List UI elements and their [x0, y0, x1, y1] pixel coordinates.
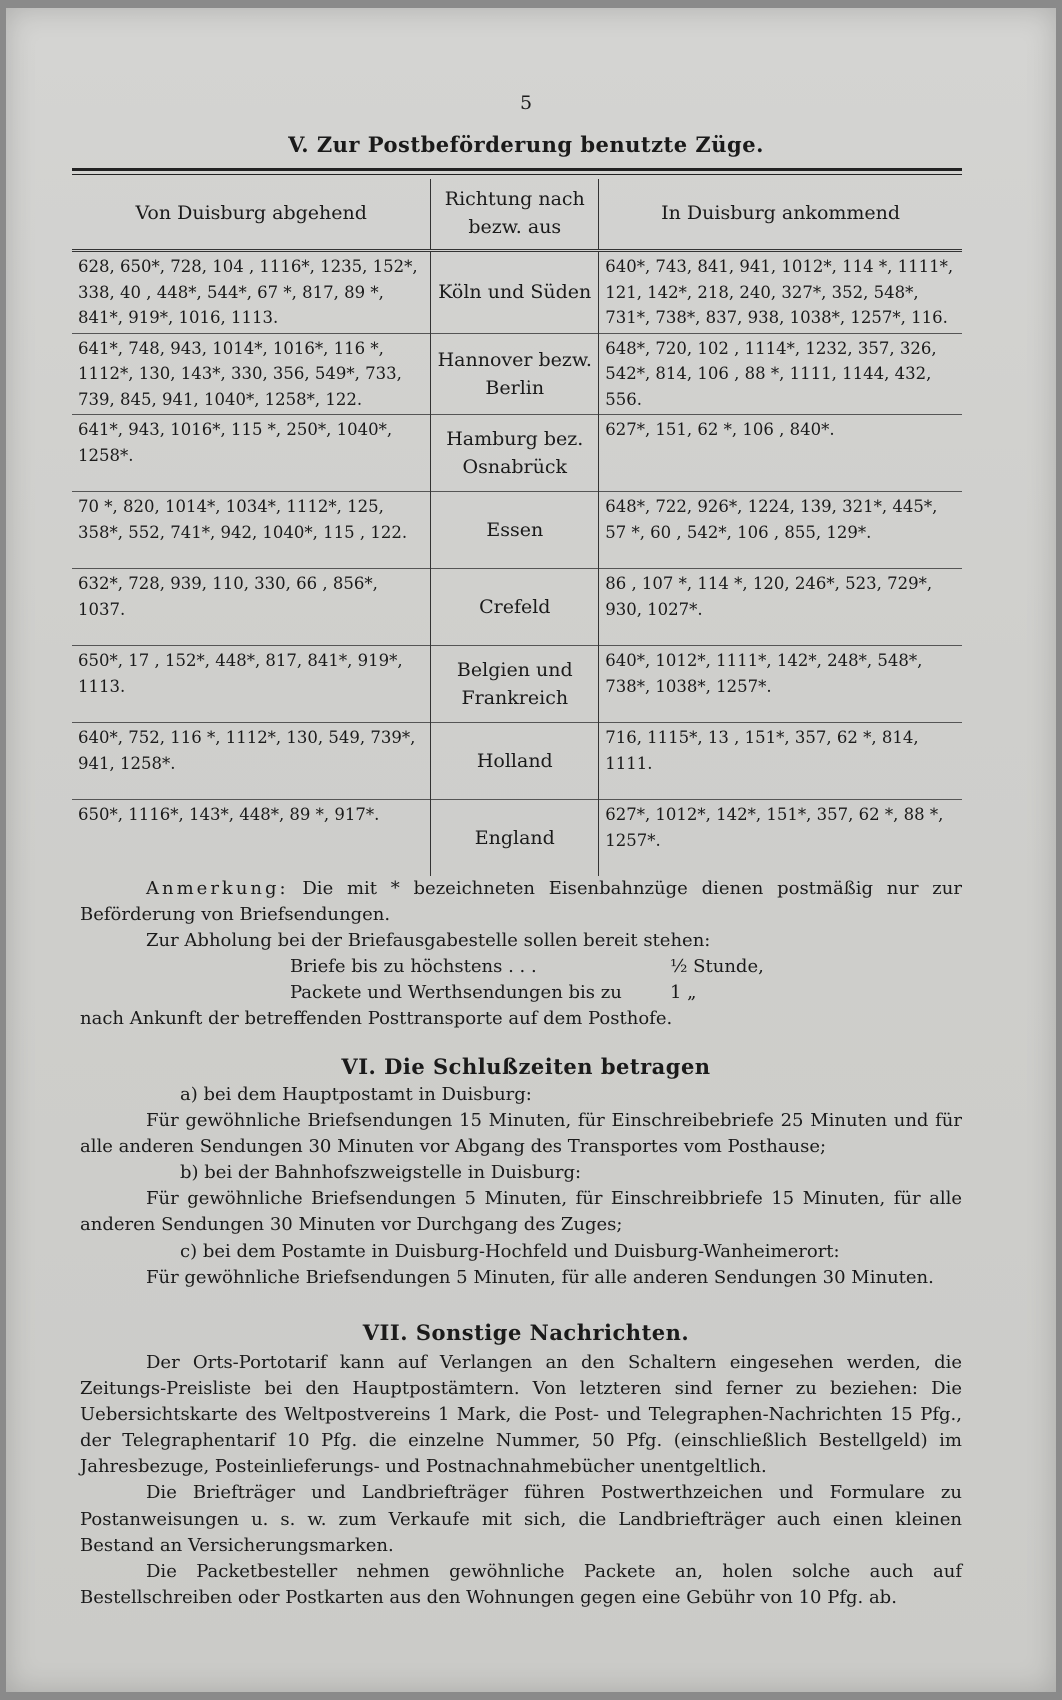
- list-item: [290, 980, 962, 1006]
- note-text: Die mit * bezeichneten Eisenbahnzüge dienen postmäßig nur zur Beförderung von Briefsendungen.: [80, 878, 962, 926]
- section-6-body: [80, 1082, 962, 1291]
- cell-arriving: 640*, 1012*, 1111*, 142*, 248*, 548*, 738*, 1038*, 1257*.: [599, 646, 962, 723]
- cell-direction: Essen: [431, 492, 599, 569]
- pickup-item-value: 1 „: [670, 982, 697, 1004]
- section-7-body: [80, 1350, 962, 1611]
- pickup-item-label: Packete und Werthsendungen bis zu: [290, 982, 622, 1004]
- cell-departing: 632*, 728, 939, 110, 330, 66 , 856*, 1037.: [72, 569, 431, 646]
- cell-direction: Crefeld: [431, 569, 599, 646]
- list-item: [290, 954, 962, 980]
- header-direction: Richtung nach bezw. aus: [431, 179, 599, 251]
- table-row: [72, 333, 962, 415]
- section-7-paragraph: Die Packetbesteller nehmen gewöhnliche Packete an, holen solche auch auf Bestellschreiben oder Postkarten aus den Wohnungen gegen eine Gebühr von 10 Pfg. ab.: [80, 1560, 962, 1608]
- cell-departing: 640*, 752, 116 *, 1112*, 130, 549, 739*, 941, 1258*.: [72, 723, 431, 800]
- train-schedule-table: [72, 179, 962, 876]
- section-5-notes: [80, 876, 962, 1033]
- header-departing: Von Duisburg abgehend: [72, 179, 431, 251]
- cell-departing: 641*, 943, 1016*, 115 *, 250*, 1040*, 1258*.: [72, 415, 431, 492]
- rule-thick: [72, 168, 962, 171]
- cell-departing: 628, 650*, 728, 104 , 1116*, 1235, 152*, 338, 40 , 448*, 544*, 67 *, 817, 89 *, 841*, 919*, 1016, 1113.: [78, 257, 418, 328]
- cell-arriving: 627*, 151, 62 *, 106 , 840*.: [599, 415, 962, 492]
- cell-direction: Belgien und Frankreich: [431, 646, 599, 723]
- cell-arriving: 648*, 720, 102 , 1114*, 1232, 357, 326, 542*, 814, 106 , 88 *, 1111, 1144, 432, 556.: [599, 333, 962, 415]
- section-5-title: V. Zur Postbeförderung benutzte Züge.: [288, 132, 764, 157]
- table-row: [72, 251, 962, 334]
- cell-departing: 70 *, 820, 1014*, 1034*, 1112*, 125, 358*, 552, 741*, 942, 1040*, 115 , 122.: [72, 492, 431, 569]
- table-row: [72, 723, 962, 800]
- table-row: [72, 800, 962, 877]
- cell-direction: England: [431, 800, 599, 877]
- page-number: 5: [519, 92, 533, 114]
- table-header-row: [72, 179, 962, 251]
- cell-direction: Köln und Süden: [431, 251, 599, 334]
- cell-departing: 650*, 17 , 152*, 448*, 817, 841*, 919*, 1113.: [72, 646, 431, 723]
- pickup-item-label: Briefe bis zu höchstens . . .: [290, 956, 537, 978]
- cell-arriving: 86 , 107 *, 114 *, 120, 246*, 523, 729*, 930, 1027*.: [599, 569, 962, 646]
- section-7-paragraph: Der Orts-Portotarif kann auf Verlangen an den Schaltern eingesehen werden, die Zeitungs-Preisliste bei den Hauptpostämtern. Von letzteren sind ferner zu beziehen: Die Uebersichtskarte des Weltpostvereins 1 Mark, die Post- und Telegraphen-Nachrichten 15 Pfg., der Telegraphentarif 10 Pfg. die einzelne Nummer, 50 Pfg. (einschließlich Bestellgeld) im Jahresbezuge, Posteinlieferungs- und Postnachnahmebücher unentgeltlich.: [80, 1352, 962, 1478]
- header-arriving: In Duisburg ankommend: [599, 179, 962, 251]
- section-6b-text: Für gewöhnliche Briefsendungen 5 Minuten, für Einschreibbriefe 15 Minuten, für alle anderen Sendungen 30 Minuten vor Durchgang des Zuges;: [80, 1188, 962, 1236]
- section-6a-heading: a) bei dem Hauptpostamt in Duisburg:: [180, 1084, 532, 1105]
- cell-arriving: 648*, 722, 926*, 1224, 139, 321*, 445*, 57 *, 60 , 542*, 106 , 855, 129*.: [599, 492, 962, 569]
- table-row: [72, 492, 962, 569]
- section-6c-text: Für gewöhnliche Briefsendungen 5 Minuten, für alle anderen Sendungen 30 Minuten.: [146, 1266, 934, 1288]
- note-paragraph: [80, 876, 962, 928]
- pickup-list: [290, 954, 962, 1006]
- section-6c-heading: c) bei dem Postamte in Duisburg-Hochfeld und Duisburg-Wanheimerort:: [180, 1240, 840, 1262]
- section-7-paragraph: Die Briefträger und Landbriefträger führen Postwerthzeichen und Formulare zu Postanweisungen u. s. w. zum Verkaufe mit sich, die Landbriefträger auch einen kleinen Bestand an Versicherungsmarken.: [80, 1482, 962, 1556]
- pickup-intro: Zur Abholung bei der Briefausgabestelle sollen bereit stehen:: [146, 930, 711, 952]
- table-row: [72, 415, 962, 492]
- section-6a-text: Für gewöhnliche Briefsendungen 15 Minuten, für Einschreibebriefe 25 Minuten und für alle anderen Sendungen 30 Minuten vor Abgang des Transportes vom Posthause;: [80, 1110, 962, 1158]
- cell-direction: Holland: [431, 723, 599, 800]
- pickup-item-value: ½ Stunde,: [670, 956, 764, 978]
- section-6b-heading: b) bei der Bahnhofszweigstelle in Duisburg:: [180, 1162, 582, 1184]
- pickup-outro: nach Ankunft der betreffenden Posttransporte auf dem Posthofe.: [80, 1008, 673, 1030]
- rule-thin: [72, 174, 962, 175]
- section-6-title: VI. Die Schlußzeiten betragen: [341, 1054, 711, 1079]
- cell-arriving: 627*, 1012*, 142*, 151*, 357, 62 *, 88 *, 1257*.: [599, 800, 962, 877]
- table-row: [72, 569, 962, 646]
- section-7-title: VII. Sonstige Nachrichten.: [362, 1320, 690, 1345]
- cell-arriving: 716, 1115*, 13 , 151*, 357, 62 *, 814, 1111.: [599, 723, 962, 800]
- cell-direction: Hamburg bez. Osnabrück: [431, 415, 599, 492]
- table-row: [72, 646, 962, 723]
- note-label: Anmerkung:: [146, 878, 289, 899]
- cell-arriving: 640*, 743, 841, 941, 1012*, 114 *, 1111*, 121, 142*, 218, 240, 327*, 352, 548*, 731*, 738*, 837, 938, 1038*, 1257*, 116.: [599, 251, 962, 334]
- cell-direction: Hannover bezw. Berlin: [431, 333, 599, 415]
- document-page: [6, 8, 1056, 1692]
- cell-departing: 641*, 748, 943, 1014*, 1016*, 116 *, 1112*, 130, 143*, 330, 356, 549*, 733, 739, 845, 941, 1040*, 1258*, 122.: [72, 333, 431, 415]
- cell-departing: 650*, 1116*, 143*, 448*, 89 *, 917*.: [72, 800, 431, 877]
